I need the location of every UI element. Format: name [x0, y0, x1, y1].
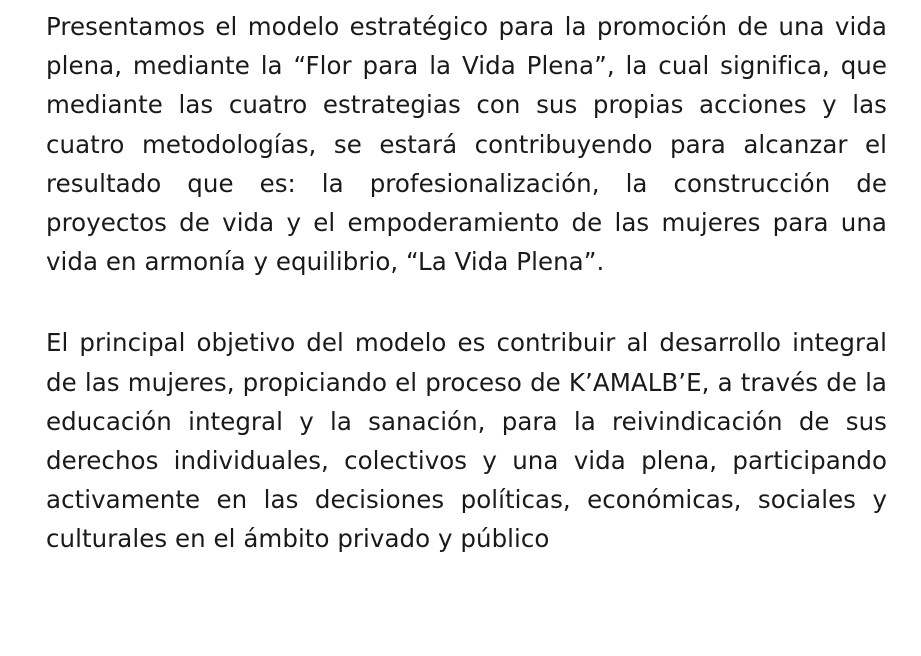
paragraph-model-objective: El principal objetivo del modelo es contribuir al desarrollo integral de las mujeres, propiciando el proceso de K’AMALB’E, a través de la educación integral y la sanación, para la reivindicación de sus derechos individuales, colectivos y una vida plena, participando activamente en las decisiones políticas, económicas, sociales y culturales en el ámbito privado y público	[46, 328, 887, 554]
paragraph-model-presentation: Presentamos el modelo estratégico para la promoción de una vida plena, mediante la “Flor para la Vida Plena”, la cual significa, que mediante las cuatro estrategias con sus propias acciones y las cuatro metodologías, se estará contribuyendo para alcanzar el resultado que es: la profesionalización, la construcción de proyectos de vida y el empoderamiento de las mujeres para una vida en armonía y equilibrio, “La Vida Plena”.	[46, 12, 887, 277]
